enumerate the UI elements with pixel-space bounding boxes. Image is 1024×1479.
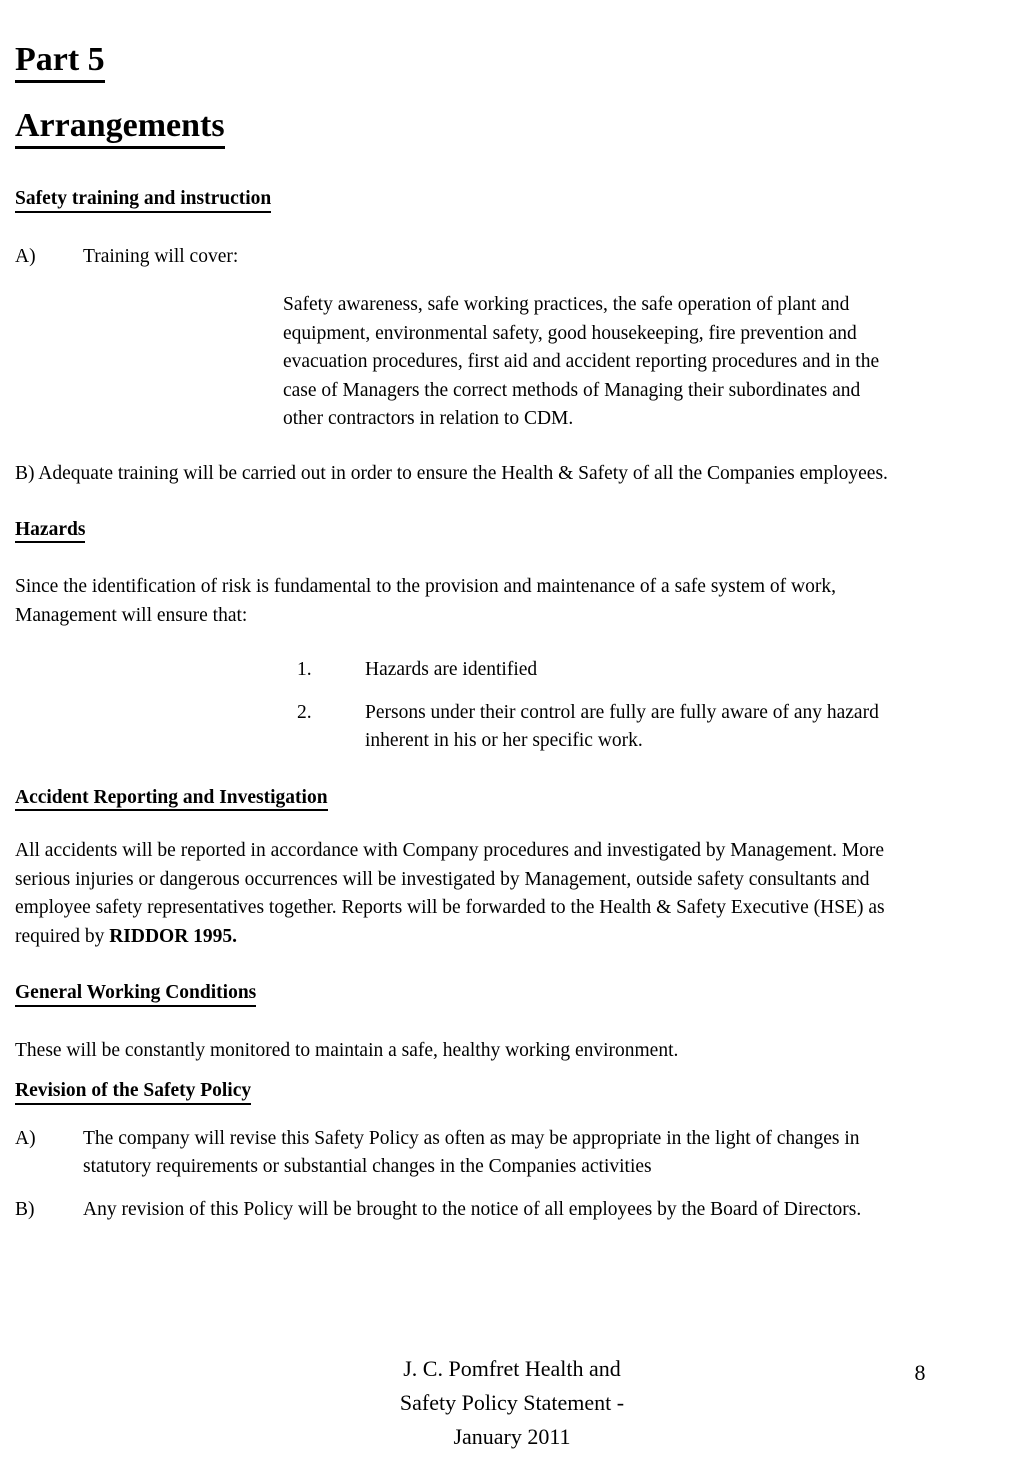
- list-item-text: Hazards are identified: [365, 659, 538, 681]
- hazards-numbered-list: [297, 656, 917, 756]
- page-number: 8: [914, 1360, 926, 1385]
- part-title: [15, 40, 931, 83]
- section-heading-general-working-conditions: [15, 981, 931, 1006]
- section-heading-revision: [15, 1079, 931, 1104]
- part-title-text: Part 5: [15, 40, 105, 83]
- paragraph-accident-reporting: [15, 837, 931, 951]
- list-item-text: Persons under their control are fully are fully aware of any hazard inherent in his or her specific work.: [365, 701, 879, 752]
- list-marker: 1.: [297, 659, 312, 681]
- document-content: [15, 0, 931, 1224]
- footer-line-2: Safety Policy Statement -: [399, 1390, 625, 1415]
- riddor-reference: RIDDOR 1995.: [109, 925, 238, 947]
- paragraph-accident-reporting-lead: All accidents will be reported in accordance with Company procedures and investigated by Management. More serious injuries or dangerous occurrences will be investigated by Management, outside safety consultants and employee safety representatives together. Reports will be forwarded to the Health & Safety Executive (HSE) as required by: [15, 840, 885, 947]
- list-marker: A): [15, 1127, 36, 1149]
- list-item-revision-b: [15, 1196, 931, 1225]
- section-heading-hazards-text: Hazards: [15, 518, 85, 543]
- paragraph-general-working-conditions: These will be constantly monitored to maintain a safe, healthy working environment.: [15, 1039, 679, 1061]
- section-heading-hazards: [15, 518, 931, 543]
- section-heading-general-working-conditions-text: General Working Conditions: [15, 981, 256, 1006]
- footer-line-1: J. C. Pomfret Health and: [403, 1356, 621, 1381]
- paragraph-hazards-intro: Since the identification of risk is fundamental to the provision and maintenance of a safe system of work, Management will ensure that:: [15, 576, 836, 626]
- section-heading-accident-reporting-text: Accident Reporting and Investigation: [15, 786, 328, 811]
- footer-document-title: [262, 1352, 762, 1454]
- list-item-text: Any revision of this Policy will be brought to the notice of all employees by the Board of Directors.: [83, 1198, 862, 1220]
- list-item-text: Training will cover:: [83, 245, 239, 267]
- list-item: [297, 699, 917, 756]
- list-item-text: The company will revise this Safety Policy as often as may be appropriate in the light of changes in statutory requirements or substantial changes in the Companies activities: [83, 1127, 860, 1178]
- list-item: [297, 656, 917, 685]
- list-marker: A): [15, 245, 36, 267]
- section-heading-safety-training-text: Safety training and instruction: [15, 187, 271, 212]
- part-subtitle-text: Arrangements: [15, 106, 225, 149]
- footer-line-3: January 2011: [453, 1424, 571, 1449]
- section-heading-revision-text: Revision of the Safety Policy: [15, 1079, 251, 1104]
- training-scope-block: Safety awareness, safe working practices, the safe operation of plant and equipment, environmental safety, good housekeeping, fire prevention and evacuation procedures, first aid and accident reporting procedures and in the case of Managers the correct methods of Managing their subordinates and other contractors in relation to CDM.: [283, 294, 880, 430]
- list-item-revision-a: [15, 1125, 931, 1182]
- section-heading-safety-training: [15, 187, 931, 212]
- section-heading-accident-reporting: [15, 786, 931, 811]
- list-marker: 2.: [297, 701, 312, 723]
- part-subtitle: [15, 106, 931, 149]
- list-item-training-a: [15, 243, 931, 272]
- paragraph-training-b: B) Adequate training will be carried out in order to ensure the Health & Safety of all the Companies employees.: [15, 462, 888, 484]
- list-marker: B): [15, 1198, 35, 1220]
